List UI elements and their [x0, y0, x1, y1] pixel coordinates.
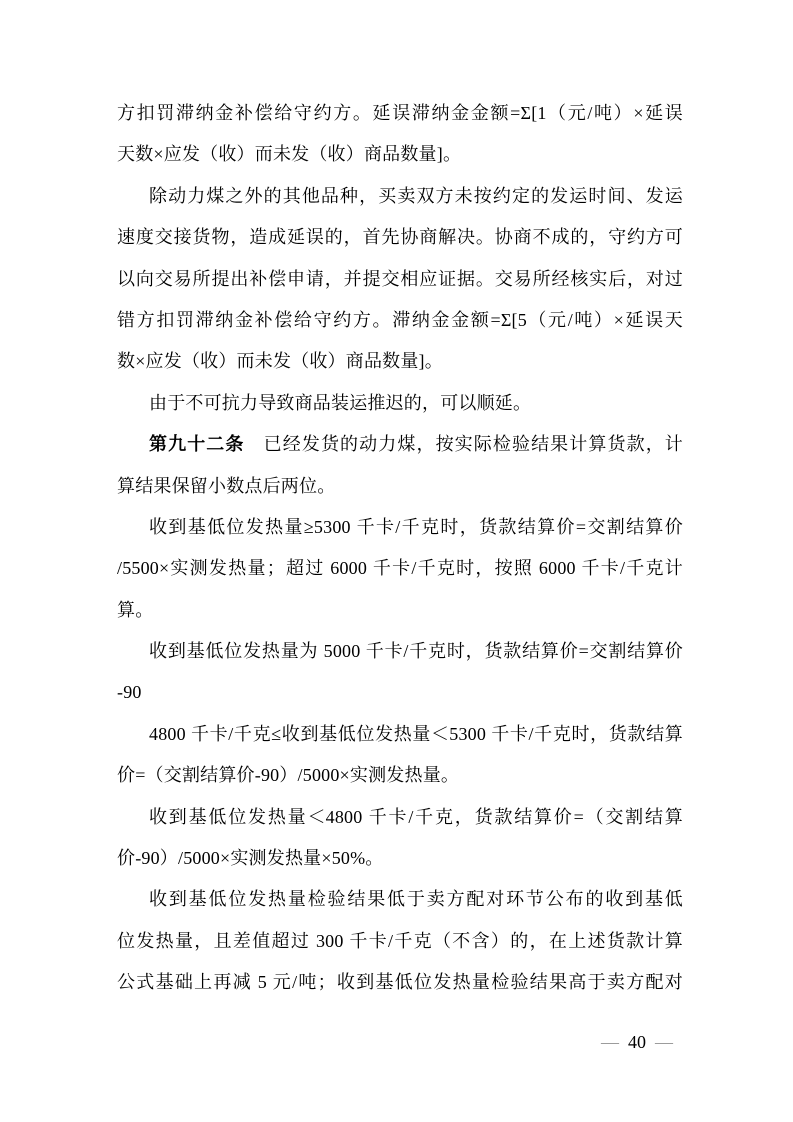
- text-line: 方扣罚滞纳金补偿给守约方。延误滞纳金金额=Σ[1（元/吨）×延误: [117, 103, 683, 123]
- text-line: 由于不可抗力导致商品装运推迟的，可以顺延。: [149, 392, 532, 413]
- text-line: [117, 424, 683, 465]
- document-body: [117, 93, 683, 1004]
- text-line: 错方扣罚滞纳金补偿给守约方。滞纳金金额=Σ[5（元/吨）×延误天: [117, 309, 683, 330]
- article-text: 已经发货的动力煤，按实际检验结果计算货款，计: [244, 434, 683, 455]
- footer-dash-right: —: [655, 1032, 673, 1052]
- page-number: 40: [628, 1032, 646, 1052]
- text-line: 公式基础上再减 5 元/吨；收到基低位发热量检验结果高于卖方配对: [117, 972, 683, 993]
- text-line: 价-90）/5000×实测发热量×50%。: [117, 848, 384, 869]
- text-line: 价=（交割结算价-90）/5000×实测发热量。: [117, 765, 460, 786]
- page-footer: [601, 1031, 673, 1053]
- text-line: 天数×应发（收）而未发（收）商品数量]。: [117, 144, 462, 165]
- text-line: 除动力煤之外的其他品种，买卖双方未按约定的发运时间、发运: [149, 185, 683, 206]
- text-line: 收到基低位发热量＜4800 千卡/千克，货款结算价=（交割结算: [149, 806, 683, 827]
- text-line: 收到基低位发热量为 5000 千卡/千克时，货款结算价=交割结算价: [149, 641, 683, 662]
- text-line: 算结果保留小数点后两位。: [117, 475, 336, 496]
- text-line: -90: [117, 682, 142, 703]
- article-number: 第九十二条: [149, 434, 245, 455]
- text-line: 收到基低位发热量≥5300 千卡/千克时，货款结算价=交割结算价: [149, 516, 683, 537]
- text-line: 收到基低位发热量检验结果低于卖方配对环节公布的收到基低: [149, 889, 683, 910]
- text-line: /5500×实测发热量；超过 6000 千卡/千克时，按照 6000 千卡/千克计: [117, 558, 683, 579]
- text-line: 速度交接货物，造成延误的，首先协商解决。协商不成的，守约方可: [117, 227, 683, 248]
- text-line: 算。: [117, 599, 154, 620]
- text-line: 以向交易所提出补偿申请，并提交相应证据。交易所经核实后，对过: [117, 268, 683, 289]
- text-line: 4800 千卡/千克≤收到基低位发热量＜5300 千卡/千克时，货款结算: [149, 723, 683, 744]
- text-line: 位发热量，且差值超过 300 千卡/千克（不含）的，在上述货款计算: [117, 930, 683, 951]
- text-line: 数×应发（收）而未发（收）商品数量]。: [117, 351, 443, 372]
- footer-dash-left: —: [601, 1032, 619, 1052]
